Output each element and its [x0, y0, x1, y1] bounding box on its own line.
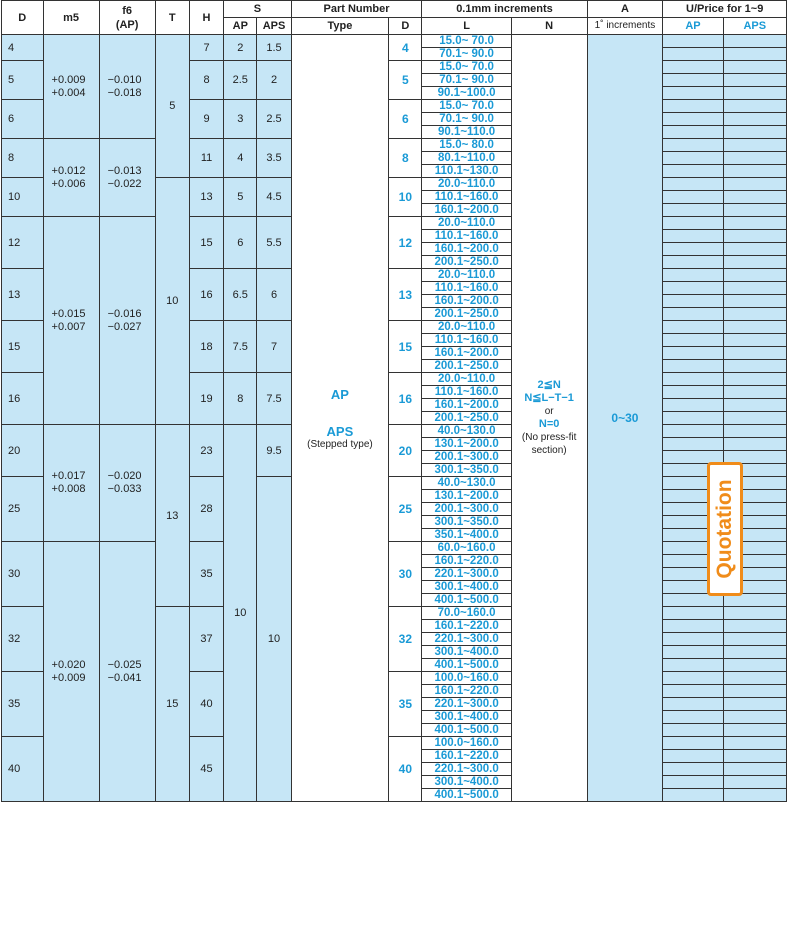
cell-part-d: 32 [389, 607, 422, 672]
cell-price-aps [723, 178, 786, 191]
cell-price-aps [723, 321, 786, 334]
cell-price-ap [663, 152, 723, 165]
cell-l-range: 90.1~110.0 [422, 126, 511, 139]
cell-price-ap [663, 763, 723, 776]
cell-price-aps [723, 230, 786, 243]
cell-price-ap [663, 373, 723, 386]
cell-h: 16 [189, 269, 223, 321]
cell-price-ap [663, 607, 723, 620]
cell-l-range: 15.0~ 70.0 [422, 100, 511, 113]
cell-price-aps [723, 750, 786, 763]
cell-price-ap [663, 48, 723, 61]
m5-lower: +0.004 [51, 86, 86, 99]
cell-l-range: 220.1~300.0 [422, 763, 511, 776]
header-type: Type [291, 18, 389, 35]
cell-price-aps [723, 282, 786, 295]
cell-price-aps [723, 672, 786, 685]
cell-l-range: 300.1~400.0 [422, 776, 511, 789]
cell-d: 8 [2, 139, 44, 178]
cell-price-aps [723, 360, 786, 373]
cell-l-range: 160.1~200.0 [422, 399, 511, 412]
cell-price-ap [663, 256, 723, 269]
cell-l-range: 70.1~ 90.0 [422, 48, 511, 61]
header-f6-sub: (AP) [115, 18, 139, 31]
cell-l-range: 100.0~160.0 [422, 737, 511, 750]
cell-d: 12 [2, 217, 44, 269]
header-s-ap: AP [224, 18, 257, 35]
cell-s-aps: 1.5 [257, 35, 291, 61]
header-uprice-ap: AP [663, 18, 723, 35]
cell-price-ap [663, 620, 723, 633]
cell-price-aps [723, 711, 786, 724]
cell-t: 10 [155, 178, 189, 425]
cell-price-ap [663, 750, 723, 763]
cell-l-range: 200.1~250.0 [422, 360, 511, 373]
cell-part-d: 6 [389, 100, 422, 139]
cell-price-aps [723, 35, 786, 48]
cell-s-aps: 3.5 [257, 139, 291, 178]
cell-l-range: 15.0~ 80.0 [422, 139, 511, 152]
cell-price-ap [663, 61, 723, 74]
cell-m5-tolerance [43, 425, 99, 542]
cell-l-range: 300.1~350.0 [422, 464, 511, 477]
header-n: N [511, 18, 587, 35]
cell-l-range: 160.1~200.0 [422, 204, 511, 217]
cell-part-d: 20 [389, 425, 422, 477]
cell-price-aps [723, 607, 786, 620]
cell-l-range: 200.1~250.0 [422, 308, 511, 321]
header-f6 [99, 1, 155, 35]
cell-price-ap [663, 698, 723, 711]
f6-lower: −0.033 [107, 483, 142, 495]
cell-l-range: 400.1~500.0 [422, 594, 511, 607]
cell-price-ap [663, 113, 723, 126]
cell-l-range: 160.1~200.0 [422, 295, 511, 308]
cell-price-ap [663, 685, 723, 698]
cell-part-d: 4 [389, 35, 422, 61]
cell-h: 15 [189, 217, 223, 269]
cell-price-aps [723, 87, 786, 100]
cell-d: 40 [2, 737, 44, 802]
cell-l-range: 110.1~160.0 [422, 386, 511, 399]
cell-l-range: 160.1~200.0 [422, 347, 511, 360]
cell-price-ap [663, 87, 723, 100]
n-line2: N≦L−T−1 [524, 392, 574, 404]
cell-l-range: 70.1~ 90.0 [422, 74, 511, 87]
cell-h: 8 [189, 61, 223, 100]
cell-price-aps [723, 204, 786, 217]
cell-price-aps [723, 256, 786, 269]
header-l: L [422, 18, 511, 35]
cell-l-range: 130.1~200.0 [422, 438, 511, 451]
m5-lower: +0.009 [51, 671, 86, 684]
cell-price-ap [663, 347, 723, 360]
cell-price-ap [663, 438, 723, 451]
cell-price-aps [723, 74, 786, 87]
header-t: T [155, 1, 189, 35]
cell-l-range: 70.0~160.0 [422, 607, 511, 620]
cell-l-range: 20.0~110.0 [422, 321, 511, 334]
cell-price-ap [663, 672, 723, 685]
cell-price-aps [723, 737, 786, 750]
cell-l-range: 110.1~160.0 [422, 282, 511, 295]
cell-l-range: 300.1~400.0 [422, 581, 511, 594]
f6-lower: −0.018 [107, 86, 142, 99]
cell-part-d: 15 [389, 321, 422, 373]
cell-part-d: 5 [389, 61, 422, 100]
cell-l-range: 15.0~ 70.0 [422, 61, 511, 74]
cell-price-ap [663, 334, 723, 347]
cell-price-ap [663, 646, 723, 659]
cell-h: 35 [189, 542, 223, 607]
header-part-number: Part Number [291, 1, 422, 18]
table-row [2, 35, 787, 48]
n-line5: (No press-fit [521, 432, 577, 443]
cell-price-ap [663, 789, 723, 802]
cell-l-range: 100.0~160.0 [422, 672, 511, 685]
n-line6: section) [531, 445, 567, 456]
cell-d: 20 [2, 425, 44, 477]
type-ap: AP [330, 386, 349, 402]
cell-s-ap: 7.5 [224, 321, 257, 373]
cell-price-ap [663, 724, 723, 737]
cell-h: 23 [189, 425, 223, 477]
cell-price-ap [663, 776, 723, 789]
cell-f6-tolerance [99, 542, 155, 802]
cell-l-range: 400.1~500.0 [422, 659, 511, 672]
cell-price-aps [723, 48, 786, 61]
cell-l-range: 400.1~500.0 [422, 789, 511, 802]
f6-lower: −0.027 [107, 320, 142, 333]
cell-price-ap [663, 100, 723, 113]
cell-price-aps [723, 776, 786, 789]
cell-price-aps [723, 165, 786, 178]
cell-m5-tolerance [43, 542, 99, 802]
cell-f6-tolerance [99, 139, 155, 217]
table-row [2, 542, 787, 555]
cell-m5-tolerance [43, 139, 99, 217]
cell-price-aps [723, 269, 786, 282]
type-stepped: (Stepped type) [307, 438, 373, 450]
cell-l-range: 20.0~110.0 [422, 269, 511, 282]
cell-h: 19 [189, 373, 223, 425]
cell-price-ap [663, 165, 723, 178]
f6-lower: −0.022 [107, 177, 142, 190]
cell-h: 9 [189, 100, 223, 139]
cell-price-aps [723, 243, 786, 256]
cell-d: 13 [2, 269, 44, 321]
cell-d: 35 [2, 672, 44, 737]
f6-lower: −0.041 [107, 671, 142, 684]
cell-price-aps [723, 295, 786, 308]
cell-l-range: 200.1~300.0 [422, 503, 511, 516]
cell-price-aps [723, 139, 786, 152]
cell-l-range: 160.1~220.0 [422, 555, 511, 568]
cell-l-range: 200.1~300.0 [422, 451, 511, 464]
cell-l-range: 160.1~220.0 [422, 750, 511, 763]
cell-price-ap [663, 399, 723, 412]
cell-l-range: 200.1~250.0 [422, 256, 511, 269]
cell-s-ap: 5 [224, 178, 257, 217]
f6-upper: −0.016 [107, 307, 142, 320]
cell-price-ap [663, 74, 723, 87]
cell-price-ap [663, 295, 723, 308]
cell-h: 37 [189, 607, 223, 672]
cell-type [291, 35, 389, 802]
cell-price-ap [663, 269, 723, 282]
cell-l-range: 40.0~130.0 [422, 477, 511, 490]
cell-price-ap [663, 126, 723, 139]
cell-m5-tolerance [43, 35, 99, 139]
m5-upper: +0.017 [51, 470, 86, 482]
cell-price-aps [723, 373, 786, 386]
cell-t: 13 [155, 425, 189, 607]
cell-part-d: 13 [389, 269, 422, 321]
cell-price-ap [663, 386, 723, 399]
cell-price-ap [663, 139, 723, 152]
cell-t: 15 [155, 607, 189, 802]
cell-s-aps: 9.5 [257, 425, 291, 477]
cell-l-range: 110.1~160.0 [422, 191, 511, 204]
cell-n [511, 35, 587, 802]
header-f6-label: f6 [122, 4, 133, 17]
cell-h: 13 [189, 178, 223, 217]
cell-a [587, 35, 663, 802]
m5-upper: +0.012 [51, 164, 86, 177]
cell-l-range: 300.1~400.0 [422, 646, 511, 659]
a-value: 0~30 [611, 411, 639, 425]
cell-d: 4 [2, 35, 44, 61]
f6-upper: −0.013 [107, 164, 142, 177]
cell-l-range: 20.0~110.0 [422, 217, 511, 230]
cell-price-ap [663, 204, 723, 217]
cell-price-aps [723, 399, 786, 412]
cell-s-ap: 4 [224, 139, 257, 178]
header-s-aps: APS [257, 18, 291, 35]
m5-lower: +0.008 [51, 483, 86, 495]
cell-m5-tolerance [43, 217, 99, 425]
cell-price-aps [723, 763, 786, 776]
cell-price-ap [663, 243, 723, 256]
cell-d: 25 [2, 477, 44, 542]
cell-l-range: 220.1~300.0 [422, 568, 511, 581]
cell-price-aps [723, 425, 786, 438]
cell-d: 5 [2, 61, 44, 100]
header-d: D [2, 1, 44, 35]
cell-part-d: 8 [389, 139, 422, 178]
cell-f6-tolerance [99, 217, 155, 425]
m5-upper: +0.020 [51, 658, 86, 671]
cell-l-range: 60.0~160.0 [422, 542, 511, 555]
cell-price-aps [723, 191, 786, 204]
cell-l-range: 350.1~400.0 [422, 529, 511, 542]
cell-s-aps: 7.5 [257, 373, 291, 425]
cell-price-ap [663, 178, 723, 191]
cell-price-aps [723, 126, 786, 139]
table-row [2, 425, 787, 438]
cell-l-range: 300.1~350.0 [422, 516, 511, 529]
cell-price-aps [723, 100, 786, 113]
header-increments: 0.1mm increments [422, 1, 587, 18]
cell-l-range: 160.1~220.0 [422, 685, 511, 698]
cell-l-range: 110.1~160.0 [422, 334, 511, 347]
cell-l-range: 15.0~ 70.0 [422, 35, 511, 48]
cell-h: 45 [189, 737, 223, 802]
cell-s-ap: 2 [224, 35, 257, 61]
cell-price-ap [663, 191, 723, 204]
cell-price-aps [723, 217, 786, 230]
cell-part-d: 35 [389, 672, 422, 737]
cell-price-aps [723, 633, 786, 646]
n-line3: or [544, 406, 554, 417]
cell-l-range: 200.1~250.0 [422, 412, 511, 425]
cell-f6-tolerance [99, 425, 155, 542]
cell-d: 16 [2, 373, 44, 425]
cell-s-aps: 5.5 [257, 217, 291, 269]
cell-price-aps [723, 152, 786, 165]
f6-upper: −0.025 [107, 658, 142, 671]
cell-part-d: 30 [389, 542, 422, 607]
header-s: S [224, 1, 291, 18]
cell-l-range: 110.1~130.0 [422, 165, 511, 178]
cell-price-ap [663, 35, 723, 48]
cell-price-ap [663, 282, 723, 295]
type-aps: APS [326, 423, 354, 439]
m5-upper: +0.009 [51, 73, 86, 86]
cell-price-ap [663, 308, 723, 321]
cell-s-ap: 2.5 [224, 61, 257, 100]
header-h: H [189, 1, 223, 35]
cell-t: 5 [155, 35, 189, 178]
m5-upper: +0.015 [51, 307, 86, 320]
cell-part-d: 10 [389, 178, 422, 217]
spec-table [1, 0, 787, 802]
cell-l-range: 70.1~ 90.0 [422, 113, 511, 126]
cell-part-d: 25 [389, 477, 422, 542]
header-m5: m5 [43, 1, 99, 35]
spec-body [2, 35, 787, 802]
cell-s-ap: 3 [224, 100, 257, 139]
cell-h: 11 [189, 139, 223, 178]
cell-price-aps [723, 334, 786, 347]
cell-price-aps [723, 698, 786, 711]
cell-s-aps: 10 [257, 477, 291, 802]
cell-s-ap: 8 [224, 373, 257, 425]
m5-lower: +0.007 [51, 320, 86, 333]
cell-h: 18 [189, 321, 223, 373]
cell-s-aps: 2 [257, 61, 291, 100]
cell-price-aps [723, 386, 786, 399]
cell-h: 40 [189, 672, 223, 737]
cell-l-range: 160.1~220.0 [422, 620, 511, 633]
cell-h: 7 [189, 35, 223, 61]
cell-price-ap [663, 217, 723, 230]
f6-upper: −0.010 [107, 73, 142, 86]
cell-l-range: 90.1~100.0 [422, 87, 511, 100]
cell-s-ap: 6.5 [224, 269, 257, 321]
cell-price-ap [663, 659, 723, 672]
cell-price-ap [663, 633, 723, 646]
cell-price-aps [723, 308, 786, 321]
cell-price-aps [723, 347, 786, 360]
quotation-text: Quotation [713, 479, 736, 579]
cell-price-ap [663, 230, 723, 243]
cell-s-aps: 7 [257, 321, 291, 373]
cell-part-d: 40 [389, 737, 422, 802]
cell-price-aps [723, 412, 786, 425]
cell-d: 30 [2, 542, 44, 607]
cell-l-range: 300.1~400.0 [422, 711, 511, 724]
cell-d: 15 [2, 321, 44, 373]
cell-price-ap [663, 737, 723, 750]
cell-l-range: 80.1~110.0 [422, 152, 511, 165]
cell-l-range: 220.1~300.0 [422, 633, 511, 646]
cell-d: 10 [2, 178, 44, 217]
m5-lower: +0.006 [51, 177, 86, 190]
header-part-d: D [389, 18, 422, 35]
cell-price-aps [723, 113, 786, 126]
cell-l-range: 400.1~500.0 [422, 724, 511, 737]
header-uprice: U/Price for 1~9 [663, 1, 787, 18]
table-row [2, 217, 787, 230]
n-line4: N=0 [538, 418, 560, 430]
cell-l-range: 40.0~130.0 [422, 425, 511, 438]
table-row [2, 139, 787, 152]
header-uprice-aps: APS [723, 18, 786, 35]
cell-price-ap [663, 711, 723, 724]
cell-s-ap: 10 [224, 425, 257, 802]
cell-price-ap [663, 412, 723, 425]
cell-l-range: 20.0~110.0 [422, 178, 511, 191]
cell-l-range: 220.1~300.0 [422, 698, 511, 711]
quotation-badge [707, 462, 743, 596]
header-a: A [587, 1, 663, 18]
cell-l-range: 20.0~110.0 [422, 373, 511, 386]
cell-s-ap: 6 [224, 217, 257, 269]
cell-price-aps [723, 685, 786, 698]
cell-d: 6 [2, 100, 44, 139]
cell-l-range: 110.1~160.0 [422, 230, 511, 243]
cell-price-aps [723, 789, 786, 802]
cell-f6-tolerance [99, 35, 155, 139]
cell-d: 32 [2, 607, 44, 672]
cell-part-d: 16 [389, 373, 422, 425]
cell-s-aps: 2.5 [257, 100, 291, 139]
cell-l-range: 130.1~200.0 [422, 490, 511, 503]
cell-s-aps: 4.5 [257, 178, 291, 217]
n-line1: 2≦N [537, 379, 561, 391]
cell-price-aps [723, 620, 786, 633]
header-a-sub: 1˚ increments [587, 18, 663, 35]
cell-price-aps [723, 646, 786, 659]
cell-price-aps [723, 659, 786, 672]
cell-part-d: 12 [389, 217, 422, 269]
cell-s-aps: 6 [257, 269, 291, 321]
cell-price-ap [663, 321, 723, 334]
cell-h: 28 [189, 477, 223, 542]
cell-price-ap [663, 425, 723, 438]
cell-price-aps [723, 724, 786, 737]
cell-price-aps [723, 438, 786, 451]
cell-price-aps [723, 61, 786, 74]
cell-l-range: 160.1~200.0 [422, 243, 511, 256]
cell-price-ap [663, 360, 723, 373]
f6-upper: −0.020 [107, 470, 142, 482]
